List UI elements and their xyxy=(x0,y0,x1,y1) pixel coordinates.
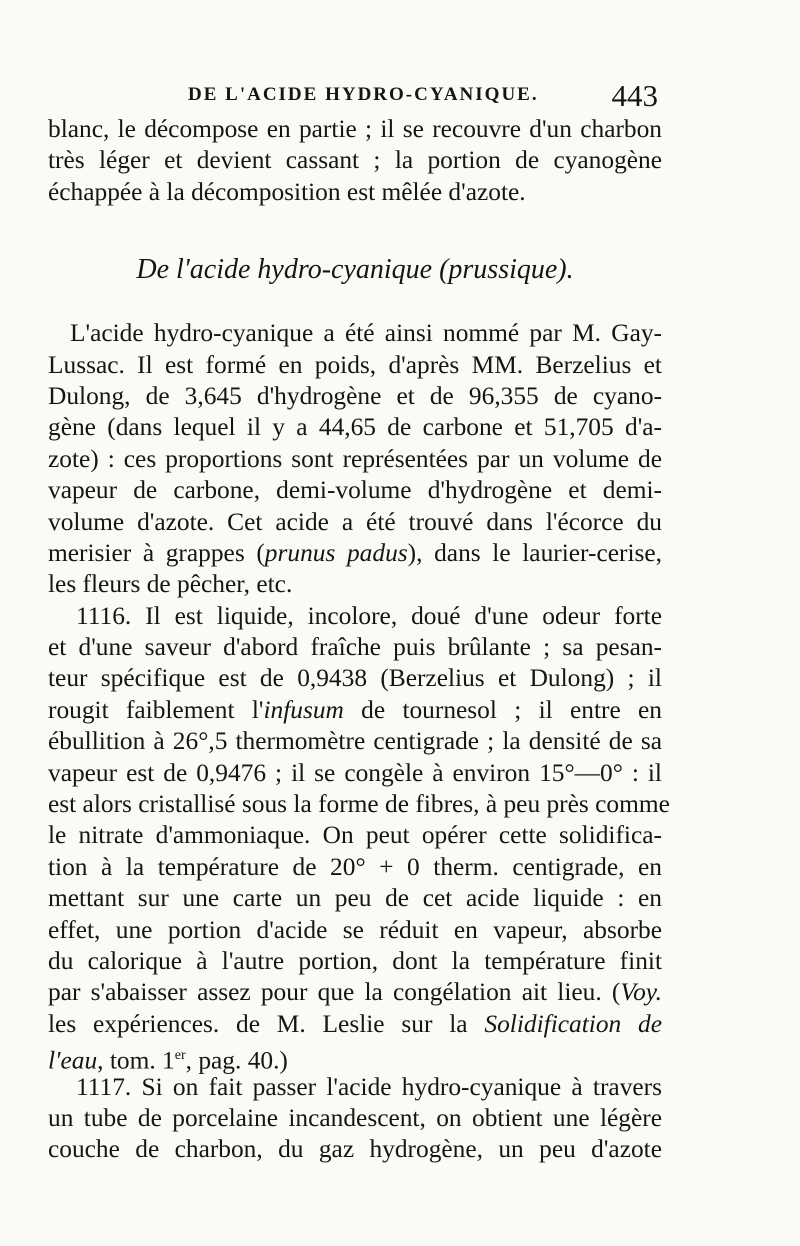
text-run: les expériences. de M. Leslie sur la xyxy=(48,1009,485,1038)
text-line xyxy=(48,977,662,1008)
text-line: 1117. Si on fait passer l'acide hydro-cyanique à travers xyxy=(76,1072,662,1101)
spacer xyxy=(48,290,662,318)
spacer xyxy=(48,208,662,250)
page-body xyxy=(48,114,670,1166)
text-run: de tournesol ; il entre en xyxy=(343,695,663,724)
text-line: Dulong, de 3,645 d'hydrogène et de 96,355 de cyano- xyxy=(48,381,662,410)
text-line: effet, une portion d'acide se réduit en vapeur, absorbe xyxy=(48,915,662,944)
text-line: ébullition à 26°,5 thermomètre centigrade ; la densité de sa xyxy=(48,727,662,756)
text-line: le nitrate d'ammoniaque. On peut opérer cette solidifica- xyxy=(48,821,662,850)
running-head xyxy=(48,78,658,118)
text-line: vapeur de carbone, demi-volume d'hydrogène et demi- xyxy=(48,476,662,505)
text-line: tion à la température de 20° + 0 therm. centigrade, en xyxy=(48,852,662,881)
text-line: zote) : ces proportions sont représentées par un volume de xyxy=(48,444,662,473)
text-line: blanc, le décompose en partie ; il se recouvre d'un charbon xyxy=(48,115,662,143)
text-run: , tom. 1 xyxy=(97,1046,175,1075)
page-number: 443 xyxy=(611,78,658,113)
text-run: , pag. 40.) xyxy=(185,1046,288,1075)
text-run: merisier à grappes ( xyxy=(48,538,265,567)
text-run: rougit faiblement l' xyxy=(48,695,264,724)
text-line: mettant sur une carte un peu de cet acide liquide : en xyxy=(48,884,662,913)
text-line xyxy=(48,695,662,726)
italic-term: Solidification de xyxy=(484,1009,662,1038)
section-heading: De l'acide hydro-cyanique (prussique). xyxy=(136,254,574,286)
text-line: un tube de porcelaine incandescent, on obtient une légère xyxy=(48,1103,662,1132)
text-line: L'acide hydro-cyanique a été ainsi nommé par M. Gay- xyxy=(70,319,662,348)
text-line: est alors cristallisé sous la forme de fibres, à peu près comme xyxy=(48,790,670,819)
italic-term: Voy. xyxy=(620,978,662,1007)
text-line: vapeur est de 0,9476 ; il se congèle à environ 15°—0° : il xyxy=(48,758,662,787)
text-line: les fleurs de pêcher, etc. xyxy=(48,570,293,599)
text-run: ), dans le laurier-cerise, xyxy=(407,538,662,567)
text-line xyxy=(48,1009,662,1040)
text-run: par s'abaisser assez pour que la congélation ait lieu. ( xyxy=(48,978,621,1007)
superscript: er xyxy=(174,1048,186,1064)
text-line xyxy=(48,538,662,569)
running-title: DE L'ACIDE HYDRO-CYANIQUE. xyxy=(188,84,539,105)
text-line: Lussac. Il est formé en poids, d'après MM. Berzelius et xyxy=(48,350,662,379)
text-line: 1116. Il est liquide, incolore, doué d'une odeur forte xyxy=(76,601,662,630)
text-line: teur spécifique est de 0,9438 (Berzelius et Dulong) ; il xyxy=(48,664,662,693)
italic-term: infusum xyxy=(263,695,344,724)
text-line: volume d'azote. Cet acide a été trouvé dans l'écorce du xyxy=(48,507,662,536)
text-line: du calorique à l'autre portion, dont la température finit xyxy=(48,946,662,975)
italic-term: prunus padus xyxy=(264,538,408,567)
text-line: gène (dans lequel il y a 44,65 de carbone et 51,705 d'a- xyxy=(48,413,662,442)
text-line: et d'une saveur d'abord fraîche puis brûlante ; sa pesan- xyxy=(48,633,662,662)
italic-term: l'eau xyxy=(48,1046,98,1075)
text-line: couche de charbon, du gaz hydrogène, un peu d'azote xyxy=(48,1135,662,1164)
text-line xyxy=(48,1040,662,1075)
text-line: échappée à la décomposition est mêlée d'azote. xyxy=(48,177,526,206)
text-line: très léger et devient cassant ; la portion de cyanogène xyxy=(48,146,662,175)
